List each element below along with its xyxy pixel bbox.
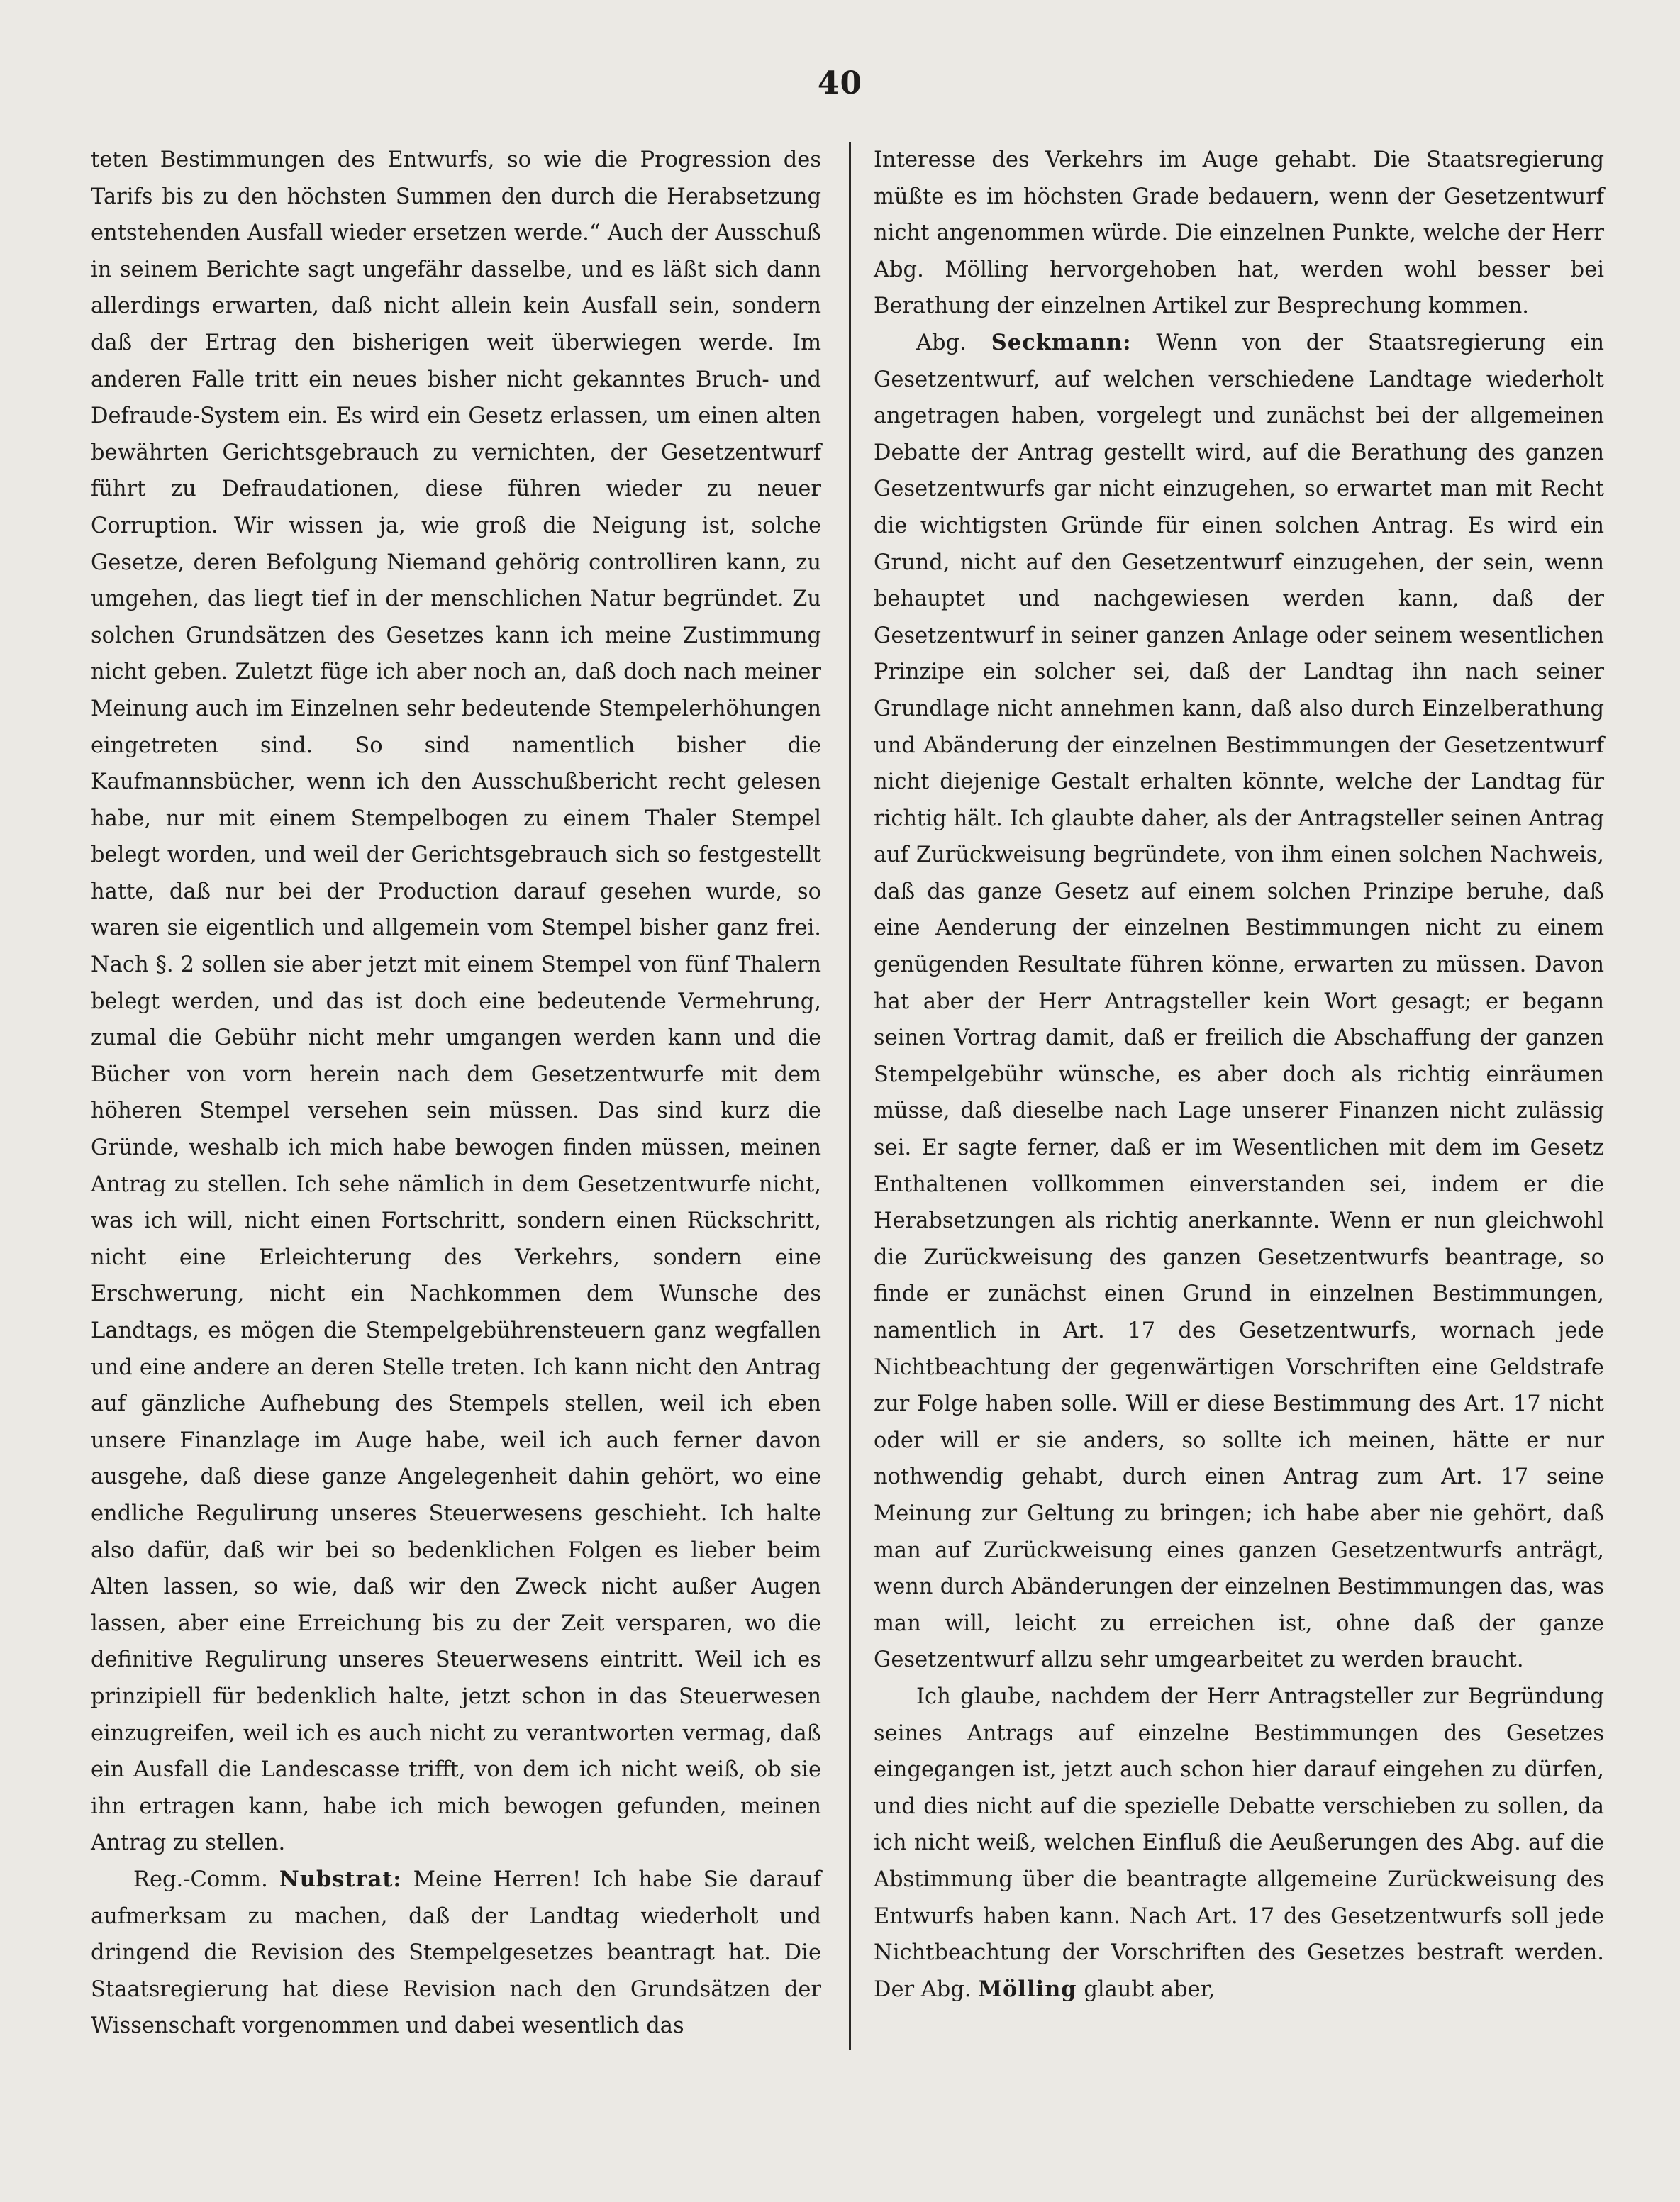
paragraph-speech <box>874 325 1604 1679</box>
left-column <box>91 142 821 2045</box>
paragraph-speech <box>91 1862 821 2045</box>
right-column <box>874 142 1604 2008</box>
page-number: 40 <box>817 65 863 101</box>
speaker-name: Nubstrat: <box>279 1866 402 1892</box>
speech-text: Wenn von der Staatsregierung ein Gesetzentwurf, auf welchen verschiedene Landtage wiederholt angetragen haben, vorgelegt und zunächst bei der allgemeinen Debatte der Antrag gestellt wird, auf die Berathung des ganzen Gesetzentwurfs gar nicht einzugehen, so erwartet man mit Recht die wichtigsten Gründe für einen solchen Antrag. Es wird ein Grund, nicht auf den Gesetzentwurf einzugehen, der sein, wenn behauptet und nachgewiesen werden kann, daß der Gesetzentwurf in seiner ganzen Anlage oder seinem wesentlichen Prinzipe ein solcher sei, daß der Landtag ihn nach seiner Grundlage nicht annehmen kann, daß also durch Einzelberathung und Abänderung der einzelnen Bestimmungen der Gesetzentwurf nicht diejenige Gestalt erhalten könnte, welche der Landtag für richtig hält. Ich glaubte daher, als der Antragsteller seinen Antrag auf Zurückweisung begründete, von ihm einen solchen Nachweis, daß das ganze Gesetz auf einem solchen Prinzipe beruhe, daß eine Aenderung der einzelnen Bestimmungen nicht zu einem genügenden Resultate führen könne, erwarten zu müssen. Davon hat aber der Herr Antragsteller kein Wort gesagt; er begann seinen Vortrag damit, daß er freilich die Abschaffung der ganzen Stempelgebühr wünsche, es aber doch als richtig einräumen müsse, daß dieselbe nach Lage unserer Finanzen nicht zulässig sei. Er sagte ferner, daß er im Wesentlichen mit dem im Gesetz Enthaltenen vollkommen einverstanden sei, indem er die Herabsetzungen als richtig anerkannte. Wenn er nun gleichwohl die Zurückweisung des ganzen Gesetzentwurfs beantrage, so finde er zunächst einen Grund in einzelnen Bestimmungen, namentlich in Art. 17 des Gesetzentwurfs, wornach jede Nichtbeachtung der gegenwärtigen Vorschriften eine Geldstrafe zur Folge haben solle. Will er diese Bestimmung des Art. 17 nicht oder will er sie anders, so sollte ich meinen, hätte er nur nothwendig gehabt, durch einen Antrag zum Art. 17 seine Meinung zur Geltung zu bringen; ich habe aber nie gehört, daß man auf Zurückweisung eines ganzen Gesetzentwurfs anträgt, wenn durch Abänderungen der einzelnen Bestimmungen das, was man will, leicht zu erreichen ist, ohne daß der ganze Gesetzentwurf allzu sehr umgearbeitet zu werden braucht. <box>874 330 1604 1673</box>
paragraph-end: glaubt aber, <box>1077 1976 1216 2002</box>
paragraph-continuation: Interesse des Verkehrs im Auge gehabt. Die Staatsregierung müßte es im höchsten Grade bedauern, wenn der Gesetzentwurf nicht angenommen würde. Die einzelnen Punkte, welche der Herr Abg. Mölling hervorgehoben hat, werden wohl besser bei Berathung der einzelnen Artikel zur Besprechung kommen. <box>874 148 1604 319</box>
column-divider <box>849 142 851 2050</box>
paragraph-continuation: teten Bestimmungen des Entwurfs, so wie die Progression des Tarifs bis zu den höchsten Summen den durch die Herabsetzung entstehenden Ausfall wieder ersetzen werde.“ Auch der Ausschuß in seinem Berichte sagt ungefähr dasselbe, und es läßt sich dann allerdings erwarten, daß nicht allein kein Ausfall sein, sondern daß der Ertrag den bisherigen weit überwiegen werde. Im anderen Falle tritt ein neues bisher nicht gekanntes Bruch- und Defraude-System ein. Es wird ein Gesetz erlassen, um einen alten bewährten Gerichtsgebrauch zu vernichten, der Gesetzentwurf führt zu Defraudationen, diese führen wieder zu neuer Corruption. Wir wissen ja, wie groß die Neigung ist, solche Gesetze, deren Befolgung Niemand gehörig controlliren kann, zu umgehen, das liegt tief in der menschlichen Natur begründet. Zu solchen Grundsätzen des Gesetzes kann ich meine Zustimmung nicht geben. Zuletzt füge ich aber noch an, daß doch nach meiner Meinung auch im Einzelnen sehr bedeutende Stempelerhöhungen eingetreten sind. So sind namentlich bisher die Kaufmannsbücher, wenn ich den Ausschußbericht recht gelesen habe, nur mit einem Stempelbogen zu einem Thaler Stempel belegt worden, und weil der Gerichtsgebrauch sich so festgestellt hatte, daß nur bei der Production darauf gesehen wurde, so waren sie eigentlich und allgemein vom Stempel bisher ganz frei. Nach §. 2 sollen sie aber jetzt mit einem Stempel von fünf Thalern belegt werden, und das ist doch eine bedeutende Vermehrung, zumal die Gebühr nicht mehr umgangen werden kann und die Bücher von vorn herein nach dem Gesetzentwurfe mit dem höheren Stempel versehen sein müssen. Das sind kurz die Gründe, weshalb ich mich habe bewogen finden müssen, meinen Antrag zu stellen. Ich sehe nämlich in dem Gesetzentwurfe nicht, was ich will, nicht einen Fortschritt, sondern einen Rückschritt, nicht eine Erleichterung des Verkehrs, sondern eine Erschwerung, nicht ein Nachkommen dem Wunsche des Landtags, es mögen die Stempelgebührensteuern ganz wegfallen und eine andere an deren Stelle treten. Ich kann nicht den Antrag auf gänzliche Aufhebung des Stempels stellen, weil ich eben unsere Finanzlage im Auge habe, weil ich auch ferner davon ausgehe, daß diese ganze Angelegenheit dahin gehört, wo eine endliche Regulirung unseres Steuerwesens geschieht. Ich halte also dafür, daß wir bei so bedenklichen Folgen es lieber beim Alten lassen, so wie, daß wir den Zweck nicht außer Augen lassen, aber eine Erreichung bis zu der Zeit versparen, wo die definitive Regulirung unseres Steuerwesens eintritt. Weil ich es prinzipiell für bedenklich halte, jetzt schon in das Steuerwesen einzugreifen, weil ich es auch nicht zu verantworten vermag, daß ein Ausfall die Landescasse trifft, von dem ich nicht weiß, ob sie ihn ertragen kann, habe ich mich bewogen gefunden, meinen Antrag zu stellen. <box>91 148 821 1856</box>
speaker-name: Seckmann: <box>991 329 1132 355</box>
speech-text: Meine Herren! Ich habe Sie darauf aufmerksam zu machen, daß der Landtag wiederholt und dringend die Revision des Stempelgesetzes beantragt hat. Die Staatsregierung hat diese Revision nach den Grundsätzen der Wissenschaft vorgenommen und dabei wesentlich das <box>91 1867 821 2039</box>
paragraph-body: Ich glaube, nachdem der Herr Antragsteller zur Begründung seines Antrags auf einzelne Bestimmungen des Gesetzes eingegangen ist, jetzt auch schon hier darauf eingehen zu dürfen, und dies nicht auf die spezielle Debatte verschieben zu sollen, da ich nicht weiß, welchen Einfluß die Aeußerungen des Abg. auf die Abstimmung über die beantragte allgemeine Zurückweisung des Entwurfs haben kann. Nach Art. 17 des Gesetzentwurfs soll jede Nichtbeachtung der Vorschriften des Gesetzes bestraft werden. Der Abg. <box>874 1684 1604 2002</box>
speaker-name: Mölling <box>978 1976 1077 2002</box>
speaker-title: Reg.-Comm. <box>133 1867 279 1892</box>
paragraph-text <box>874 1679 1604 2008</box>
speaker-title: Abg. <box>916 330 991 355</box>
